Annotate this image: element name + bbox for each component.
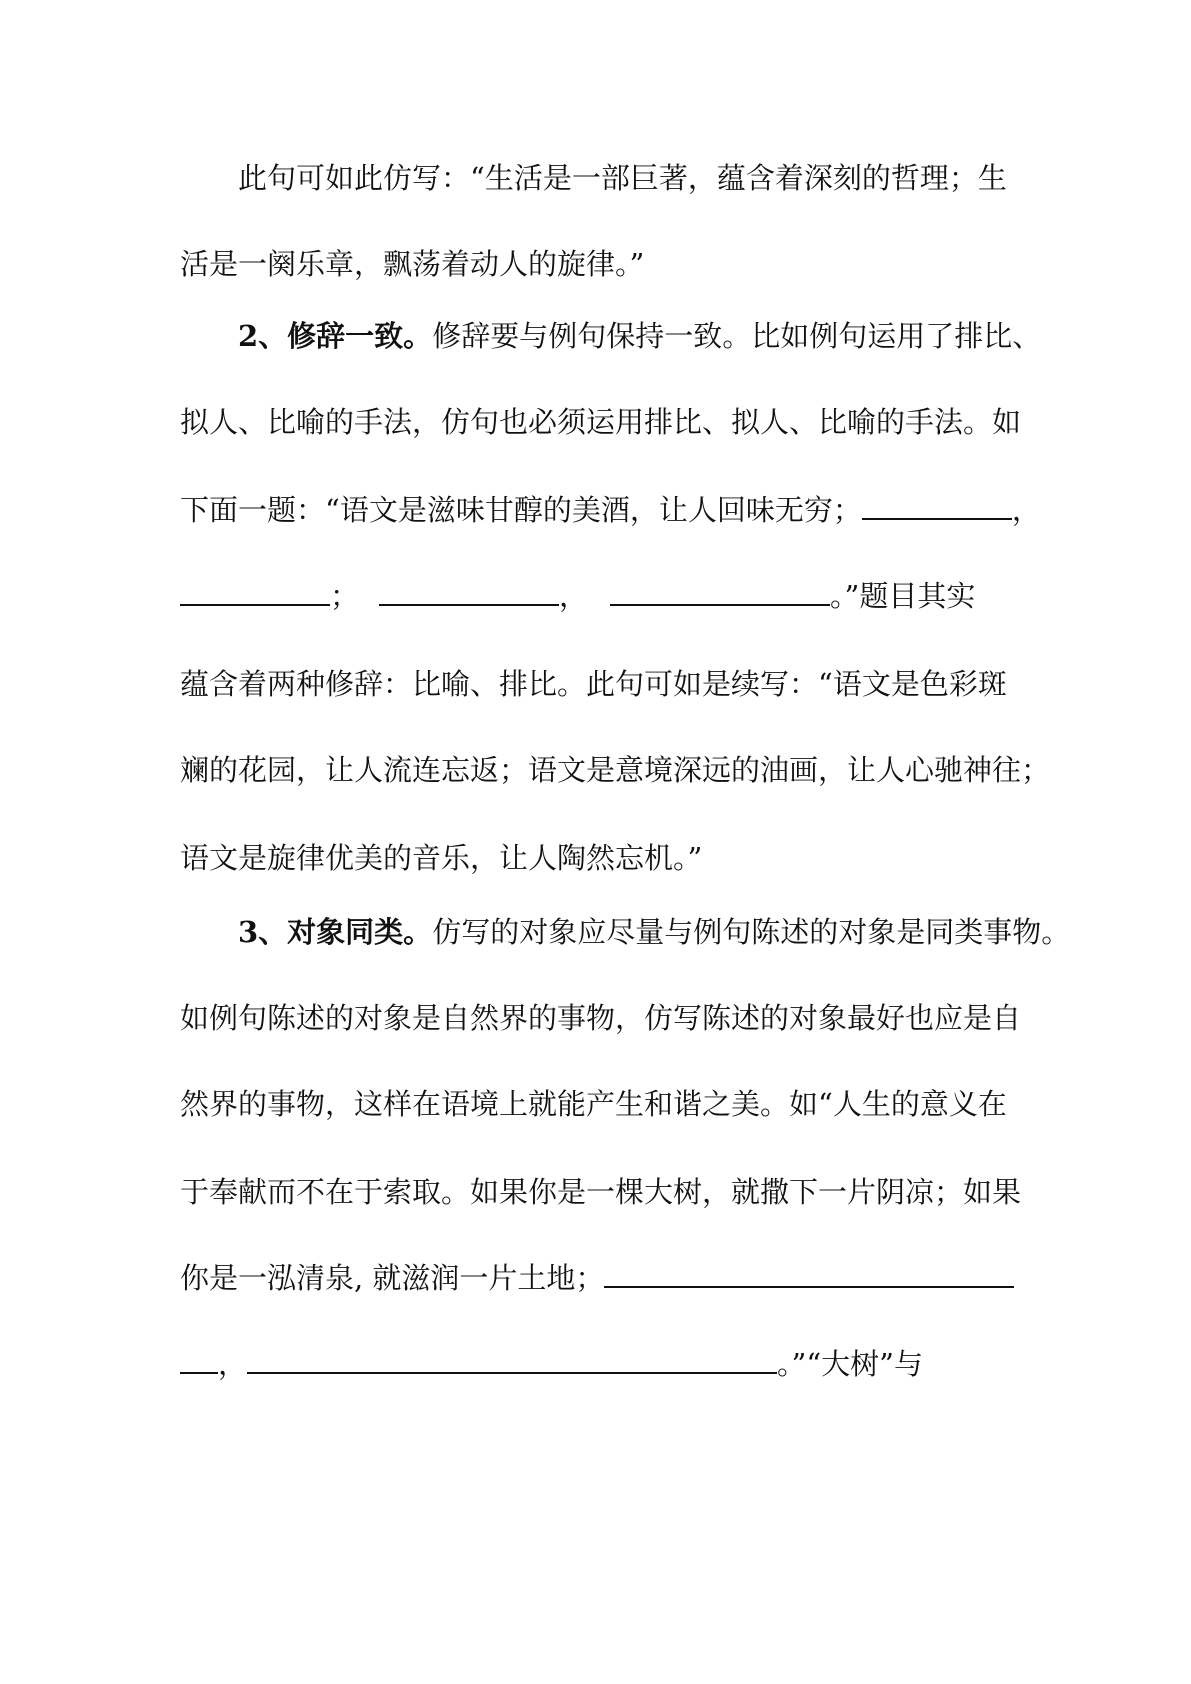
- line-text: 斓的花园，让人流连忘返；语文是意境深远的油画，让人心驰神往；: [180, 753, 1051, 787]
- fill-in-blank: [180, 582, 330, 606]
- line-text: 于奉献而不在于索取。如果你是一棵大树，就撒下一片阴凉；如果: [180, 1175, 1022, 1209]
- fill-in-blank: [247, 1350, 777, 1374]
- paragraph-line-2: [180, 244, 1020, 284]
- paragraph-line-14: [180, 1258, 1020, 1298]
- line-text: 下面一题：“语文是滋味甘醇的美酒，让人回味无穷；: [180, 493, 862, 527]
- paragraph-line-8: [180, 750, 1051, 790]
- line-text: 仿写的对象应尽量与例句陈述的对象是同类事物。: [432, 915, 1071, 949]
- paragraph-line-4: [180, 402, 1020, 442]
- fill-in-blank: [610, 582, 830, 606]
- paragraph-line-5: [180, 490, 1041, 530]
- line-text: 语文是旋律优美的音乐，让人陶然忘机。”: [180, 841, 703, 875]
- separator: ，: [559, 579, 589, 613]
- fill-in-blank: [379, 582, 559, 606]
- line-text: 。”“大树”与: [777, 1347, 923, 1381]
- line-text: 你是一泓清泉, 就滋润一片土地；: [180, 1261, 605, 1295]
- separator: ；: [330, 579, 360, 613]
- line-text: 修辞要与例句保持一致。比如例句运用了排比、: [432, 319, 1042, 353]
- separator: ，: [218, 1347, 248, 1381]
- fill-in-blank: [604, 1264, 1014, 1288]
- paragraph-line-15: [180, 1344, 1020, 1384]
- paragraph-line-6: [180, 576, 1020, 616]
- line-text: 拟人、比喻的手法，仿句也必须运用排比、拟人、比喻的手法。如: [180, 405, 1022, 439]
- paragraph-line-11: [180, 998, 1020, 1038]
- line-text: 。”题目其实: [830, 579, 976, 613]
- paragraph-line-7: [180, 664, 1020, 704]
- line-text: ，: [1011, 493, 1041, 527]
- paragraph-line-9: [180, 838, 1020, 878]
- line-text: 蕴含着两种修辞：比喻、排比。此句可如是续写：“语文是色彩斑: [180, 667, 1007, 701]
- section-3-heading-line: [238, 912, 1078, 952]
- paragraph-line-13: [180, 1172, 1020, 1212]
- section-heading: 2、修辞一致。: [238, 319, 433, 353]
- paragraph-line-1: [238, 158, 1078, 198]
- line-text: 活是一阕乐章，飘荡着动人的旋律。”: [180, 247, 645, 281]
- section-2-heading-line: [238, 316, 1078, 356]
- line-text: 然界的事物，这样在语境上就能产生和谐之美。如“人生的意义在: [180, 1087, 1007, 1121]
- fill-in-blank: [180, 1350, 218, 1374]
- paragraph-line-12: [180, 1084, 1020, 1124]
- fill-in-blank: [862, 496, 1012, 520]
- line-text: 此句可如此仿写：“生活是一部巨著，蕴含着深刻的哲理；生: [238, 161, 1007, 195]
- line-text: 如例句陈述的对象是自然界的事物，仿写陈述的对象最好也应是自: [180, 1001, 1022, 1035]
- section-heading: 3、对象同类。: [238, 915, 433, 949]
